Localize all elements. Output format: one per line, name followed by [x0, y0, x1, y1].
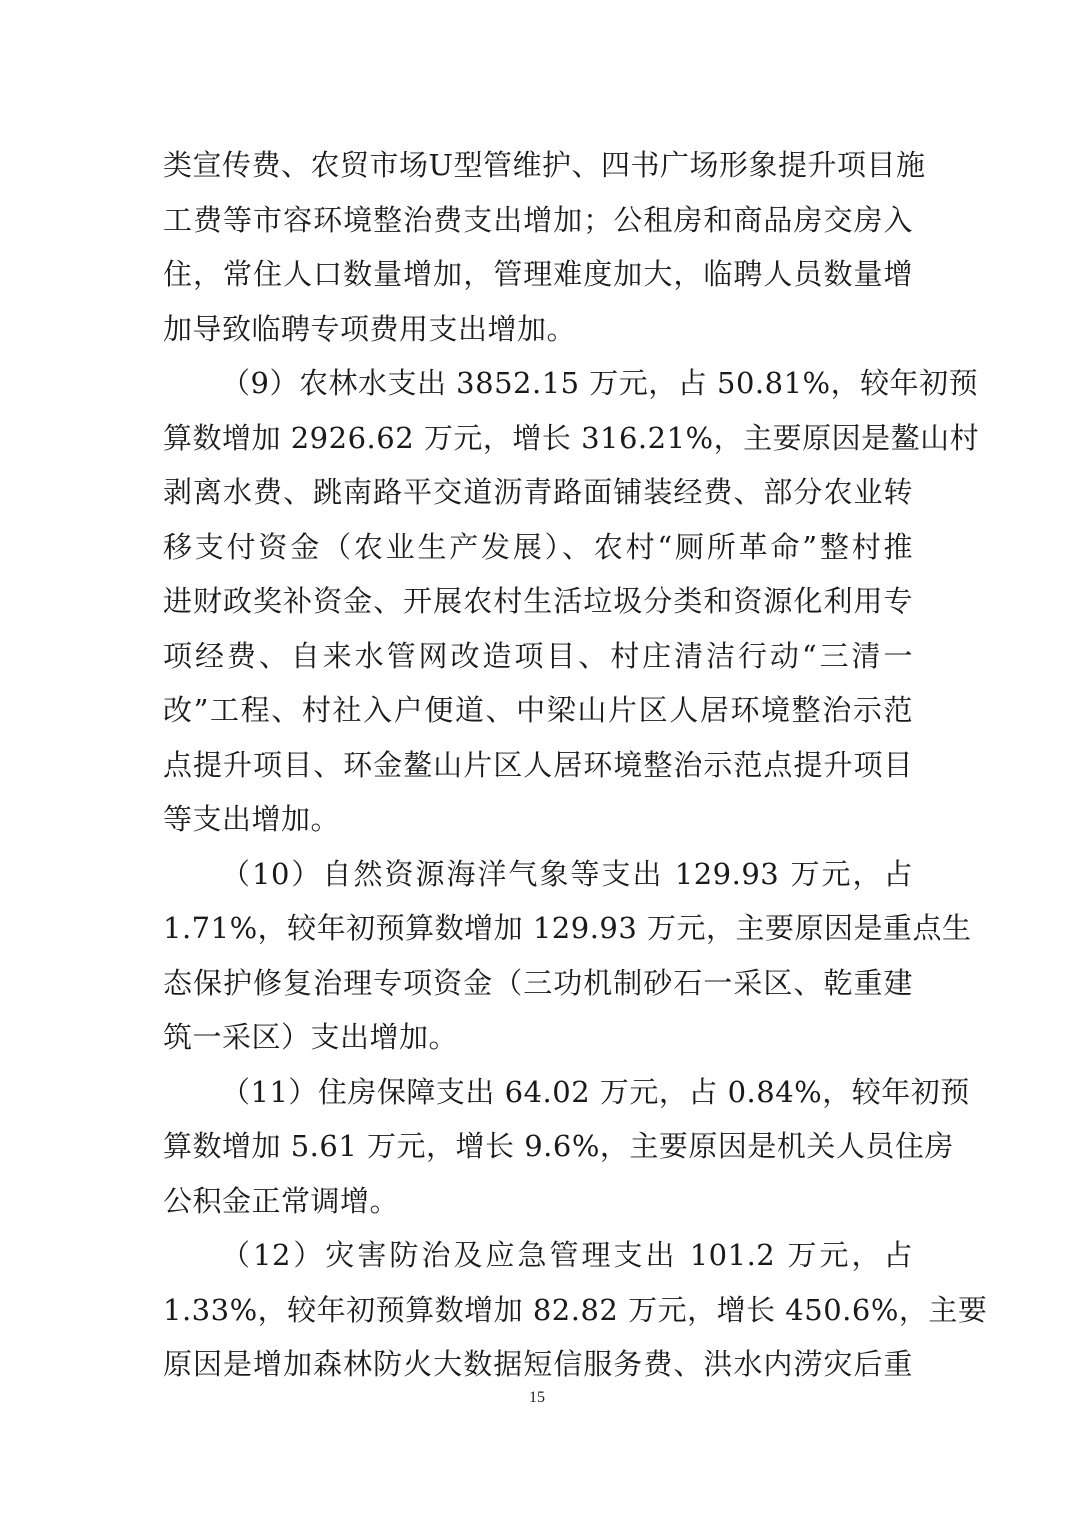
text-line: 原因是增加森林防火大数据短信服务费、洪水内涝灾后重	[163, 1347, 913, 1381]
text-line: 1.71%，较年初预算数增加 129.93 万元，主要原因是重点生	[163, 911, 972, 945]
text-line: 算数增加 5.61 万元，增长 9.6%，主要原因是机关人员住房	[163, 1129, 954, 1163]
text-line: 公积金正常调增。	[163, 1183, 400, 1218]
text-line: 移支付资金（农业生产发展）、农村“厕所革命”整村推	[163, 529, 913, 564]
text-line: 点提升项目、环金鳌山片区人居环境整治示范点提升项目	[163, 747, 913, 782]
text-line: 1.33%，较年初预算数增加 82.82 万元，增长 450.6%，主要	[163, 1292, 988, 1327]
text-line: 项经费、自来水管网改造项目、村庄清洁行动“三清一	[163, 638, 913, 673]
text-line: （12）灾害防治及应急管理支出 101.2 万元，占	[221, 1238, 913, 1272]
text-line: 态保护修复治理专项资金（三功机制砂石一采区、乾重建	[163, 965, 913, 1000]
text-line: 类宣传费、农贸市场U型管维护、四书广场形象提升项目施	[163, 148, 926, 182]
text-line: 筑一采区）支出增加。	[163, 1020, 459, 1054]
body-text	[163, 138, 988, 1392]
page-number: 15	[529, 1389, 545, 1406]
text-line: （9）农林水支出 3852.15 万元，占 50.81%，较年初预	[221, 366, 979, 400]
text-line: 剥离水费、跳南路平交道沥青路面铺装经费、部分农业转	[163, 475, 913, 509]
text-line: 加导致临聘专项费用支出增加。	[163, 311, 577, 346]
text-line: 等支出增加。	[163, 802, 341, 836]
text-line: （11）住房保障支出 64.02 万元，占 0.84%，较年初预	[221, 1074, 970, 1109]
text-line: 住，常住人口数量增加，管理难度加大，临聘人员数量增	[163, 257, 913, 291]
text-line: （10）自然资源海洋气象等支出 129.93 万元，占	[221, 856, 913, 891]
text-line: 工费等市容环境整治费支出增加；公租房和商品房交房入	[163, 202, 913, 237]
text-line: 改”工程、村社入户便道、中梁山片区人居环境整治示范	[163, 693, 913, 727]
text-line: 进财政奖补资金、开展农村生活垃圾分类和资源化利用专	[163, 584, 913, 618]
text-line: 算数增加 2926.62 万元，增长 316.21%，主要原因是鳌山村	[163, 420, 980, 455]
